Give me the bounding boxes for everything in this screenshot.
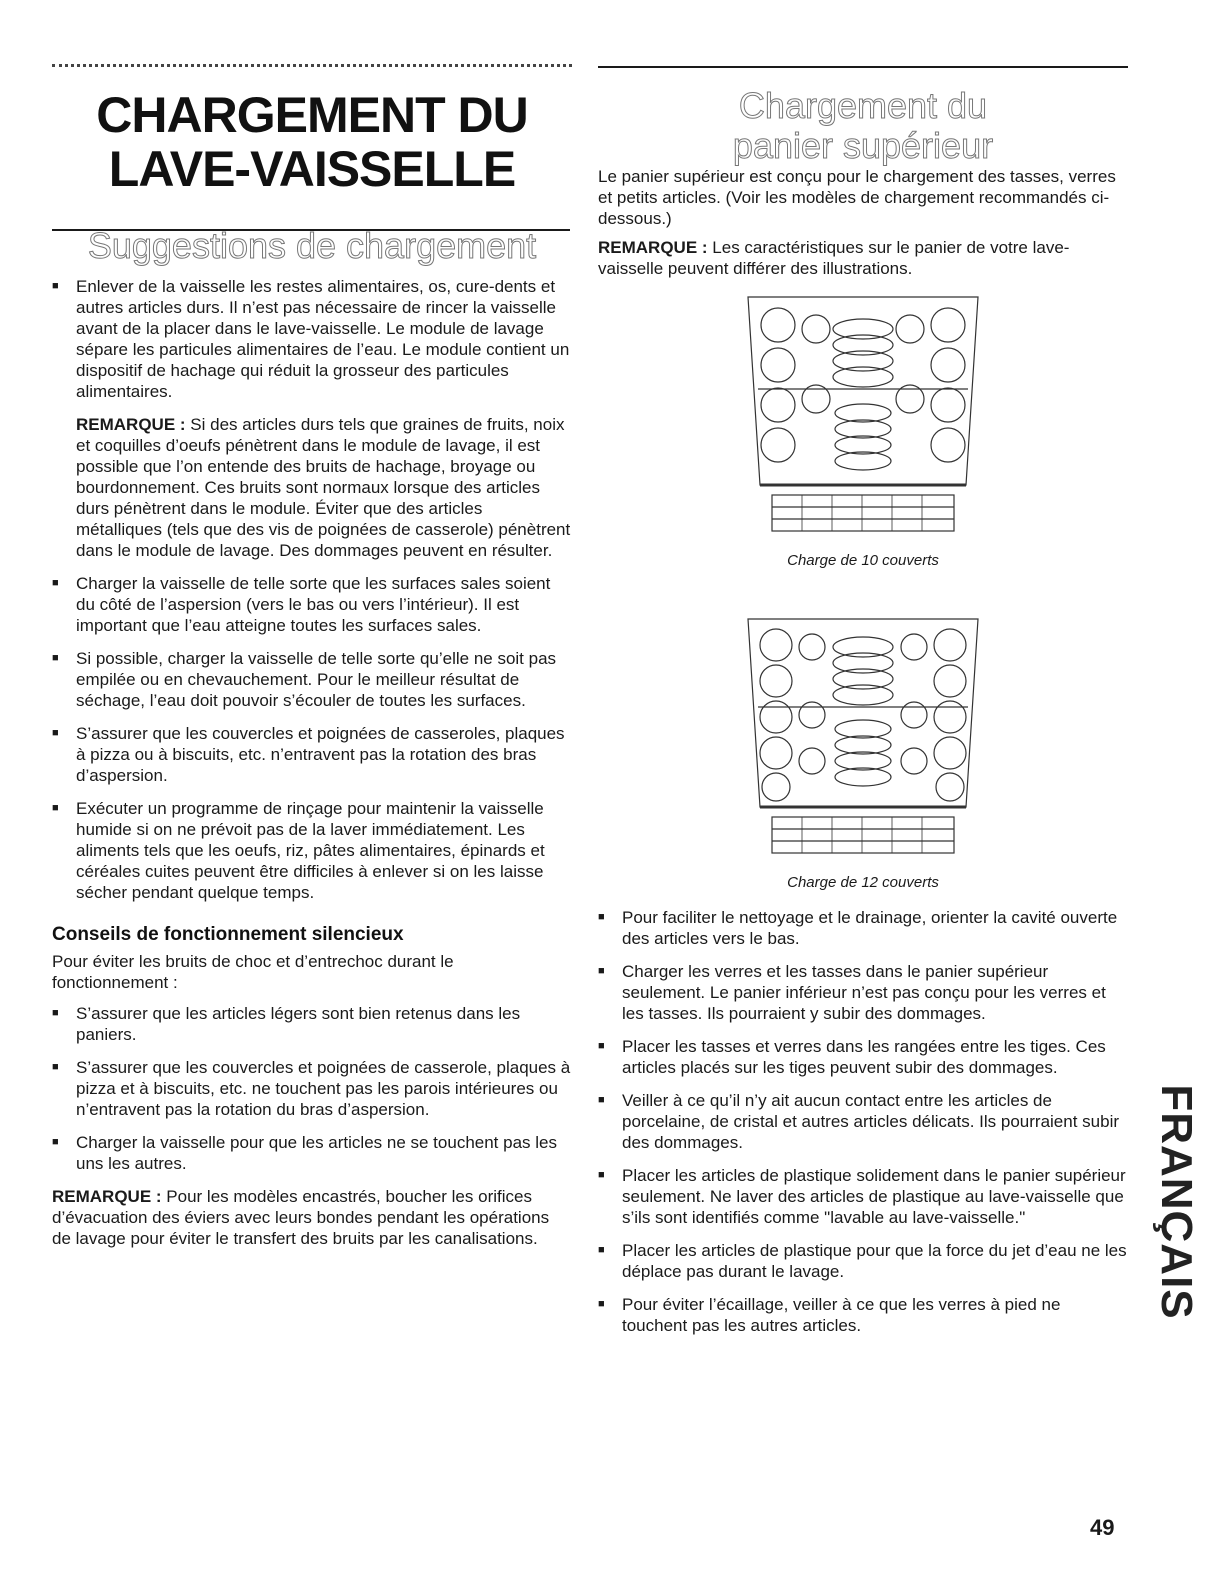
right-column [598, 86, 1128, 1348]
rack-figure-12 [598, 611, 1128, 893]
note-text: Les caractéristiques sur le panier de votre lave-vaisselle peuvent différer des illustrations. [598, 238, 1070, 278]
rack-figure-10 [598, 289, 1128, 571]
note-label: REMARQUE : [76, 415, 186, 434]
upper-rack-heading-line-2: panier supérieur [732, 125, 994, 166]
loading-tips-heading: Suggestions de chargement [87, 225, 537, 266]
list-item: ■ Placer les tasses et verres dans les rangées entre les tiges. Ces articles placés sur les tiges peuvent subir des dommages. [598, 1036, 1128, 1078]
right-top-rule [598, 66, 1128, 68]
note-text: Si des articles durs tels que graines de fruits, noix et coquilles d’oeufs pénètrent dans le module de lavage, il est possible que l’on entende des bruits de hachage, broyage ou bourdonnement. Ces bruits sont normaux lorsque des articles durs pénètrent dans le module. Éviter que des articles métalliques (tels que des vis de poignées de casserole) pénètrent dans le module de lavage. Des dommages peuvent en résulter. [76, 415, 571, 560]
upper-rack-intro: Le panier supérieur est conçu pour le chargement des tasses, verres et petits articles. (Voir les modèles de chargement recommandés ci-dessous.) [598, 167, 1116, 228]
note-built-in-models [52, 1186, 572, 1249]
list-item: ■ Pour faciliter le nettoyage et le drainage, orienter la cavité ouverte des articles vers le bas. [598, 907, 1128, 949]
list-item: ■ Veiller à ce qu’il n’y ait aucun contact entre les articles de porcelaine, de cristal et autres articles délicats. Ils pourraient subir des dommages. [598, 1090, 1128, 1153]
page-title-line-2: LAVE-VAISSELLE [108, 141, 516, 197]
page-number: 49 [1090, 1515, 1115, 1540]
quiet-operation-intro: Pour éviter les bruits de choc et d’entrechoc durant le fonctionnement : [52, 952, 454, 992]
list-item: ■ S’assurer que les articles légers sont bien retenus dans les paniers. [52, 1003, 572, 1045]
list-item: ■ Si possible, charger la vaisselle de telle sorte qu’elle ne soit pas empilée ou en chevauchement. Pour le meilleur résultat de séchage, l’eau doit pouvoir s’écouler de toutes les surfaces. [52, 648, 572, 711]
caption-12-place-settings: Charge de 12 couverts [787, 874, 939, 891]
quiet-operation-heading: Conseils de fonctionnement silencieux [52, 924, 404, 945]
language-side-tab [1152, 1082, 1202, 1322]
caption-10-place-settings: Charge de 10 couverts [787, 552, 939, 569]
upper-rack-tips-list [598, 907, 1128, 1336]
note-label: REMARQUE : [52, 1187, 162, 1206]
list-item: ■ Charger la vaisselle pour que les articles ne se touchent pas les uns les autres. [52, 1132, 572, 1174]
list-item: ■ S’assurer que les couvercles et poignées de casseroles, plaques à pizza ou à biscuits, etc. n’entravent pas la rotation des bras d’aspersion. [52, 723, 572, 786]
top-dotted-rule [52, 64, 572, 67]
page-title-line-1: CHARGEMENT DU [96, 87, 528, 143]
loading-tips-list-2 [52, 573, 572, 903]
note-label: REMARQUE : [598, 238, 708, 257]
rack-illustration-10 [738, 289, 988, 545]
list-item: ■ Enlever de la vaisselle les restes alimentaires, os, cure-dents et autres articles durs. Il n’est pas nécessaire de rincer la vaisselle avant de la placer dans le lave-vaisselle. Le module de lavage sépare les particules alimentaires de l’eau. Le module contient un dispositif de hachage qui réduit la grosseur des particules alimentaires. [52, 276, 572, 402]
upper-rack-heading [598, 86, 1128, 166]
note-rack-features [598, 237, 1128, 279]
rack-illustration-12 [738, 611, 988, 867]
note-text: Pour les modèles encastrés, boucher les orifices d’évacuation des éviers avec leurs bondes pendant les opérations de lavage pour éviter le transfert des bruits par les canalisations. [52, 1187, 550, 1248]
page-title [52, 88, 572, 196]
note-hard-items [52, 414, 572, 561]
list-item: ■ Exécuter un programme de rinçage pour maintenir la vaisselle humide si on ne prévoit pas de la laver immédiatement. Les aliments tels que les oeufs, riz, pâtes alimentaires, épinards et céréales cuites peuvent être difficiles à enlever si on les laisse sécher pendant quelque temps. [52, 798, 572, 903]
list-item: ■ Placer les articles de plastique pour que la force du jet d’eau ne les déplace pas durant le lavage. [598, 1240, 1128, 1282]
upper-rack-heading-line-1: Chargement du [738, 85, 988, 126]
list-item: ■ Charger les verres et les tasses dans le panier supérieur seulement. Le panier inférieur n’est pas conçu pour les verres et les tasses. Ils pourraient y subir des dommages. [598, 961, 1128, 1024]
left-column [52, 88, 572, 1249]
list-item: ■ Placer les articles de plastique solidement dans le panier supérieur seulement. Ne laver des articles de plastique au lave-vaisselle que s’ils sont identifiés comme "lavable au lave-vaisselle." [598, 1165, 1128, 1228]
language-label: FRANÇAIS [1152, 1084, 1201, 1320]
loading-tips-list-1 [52, 276, 572, 402]
list-item: ■ Pour éviter l’écaillage, veiller à ce que les verres à pied ne touchent pas les autres articles. [598, 1294, 1128, 1336]
list-item: ■ Charger la vaisselle de telle sorte que les surfaces sales soient du côté de l’aspersion (vers le bas ou vers l’intérieur). Il est important que l’eau atteigne toutes les surfaces sales. [52, 573, 572, 636]
quiet-tips-list [52, 1003, 572, 1174]
list-item: ■ S’assurer que les couvercles et poignées de casserole, plaques à pizza et à biscuits, etc. ne touchent pas les parois intérieures ou n’entravent pas la rotation du bras d’aspersion. [52, 1057, 572, 1120]
